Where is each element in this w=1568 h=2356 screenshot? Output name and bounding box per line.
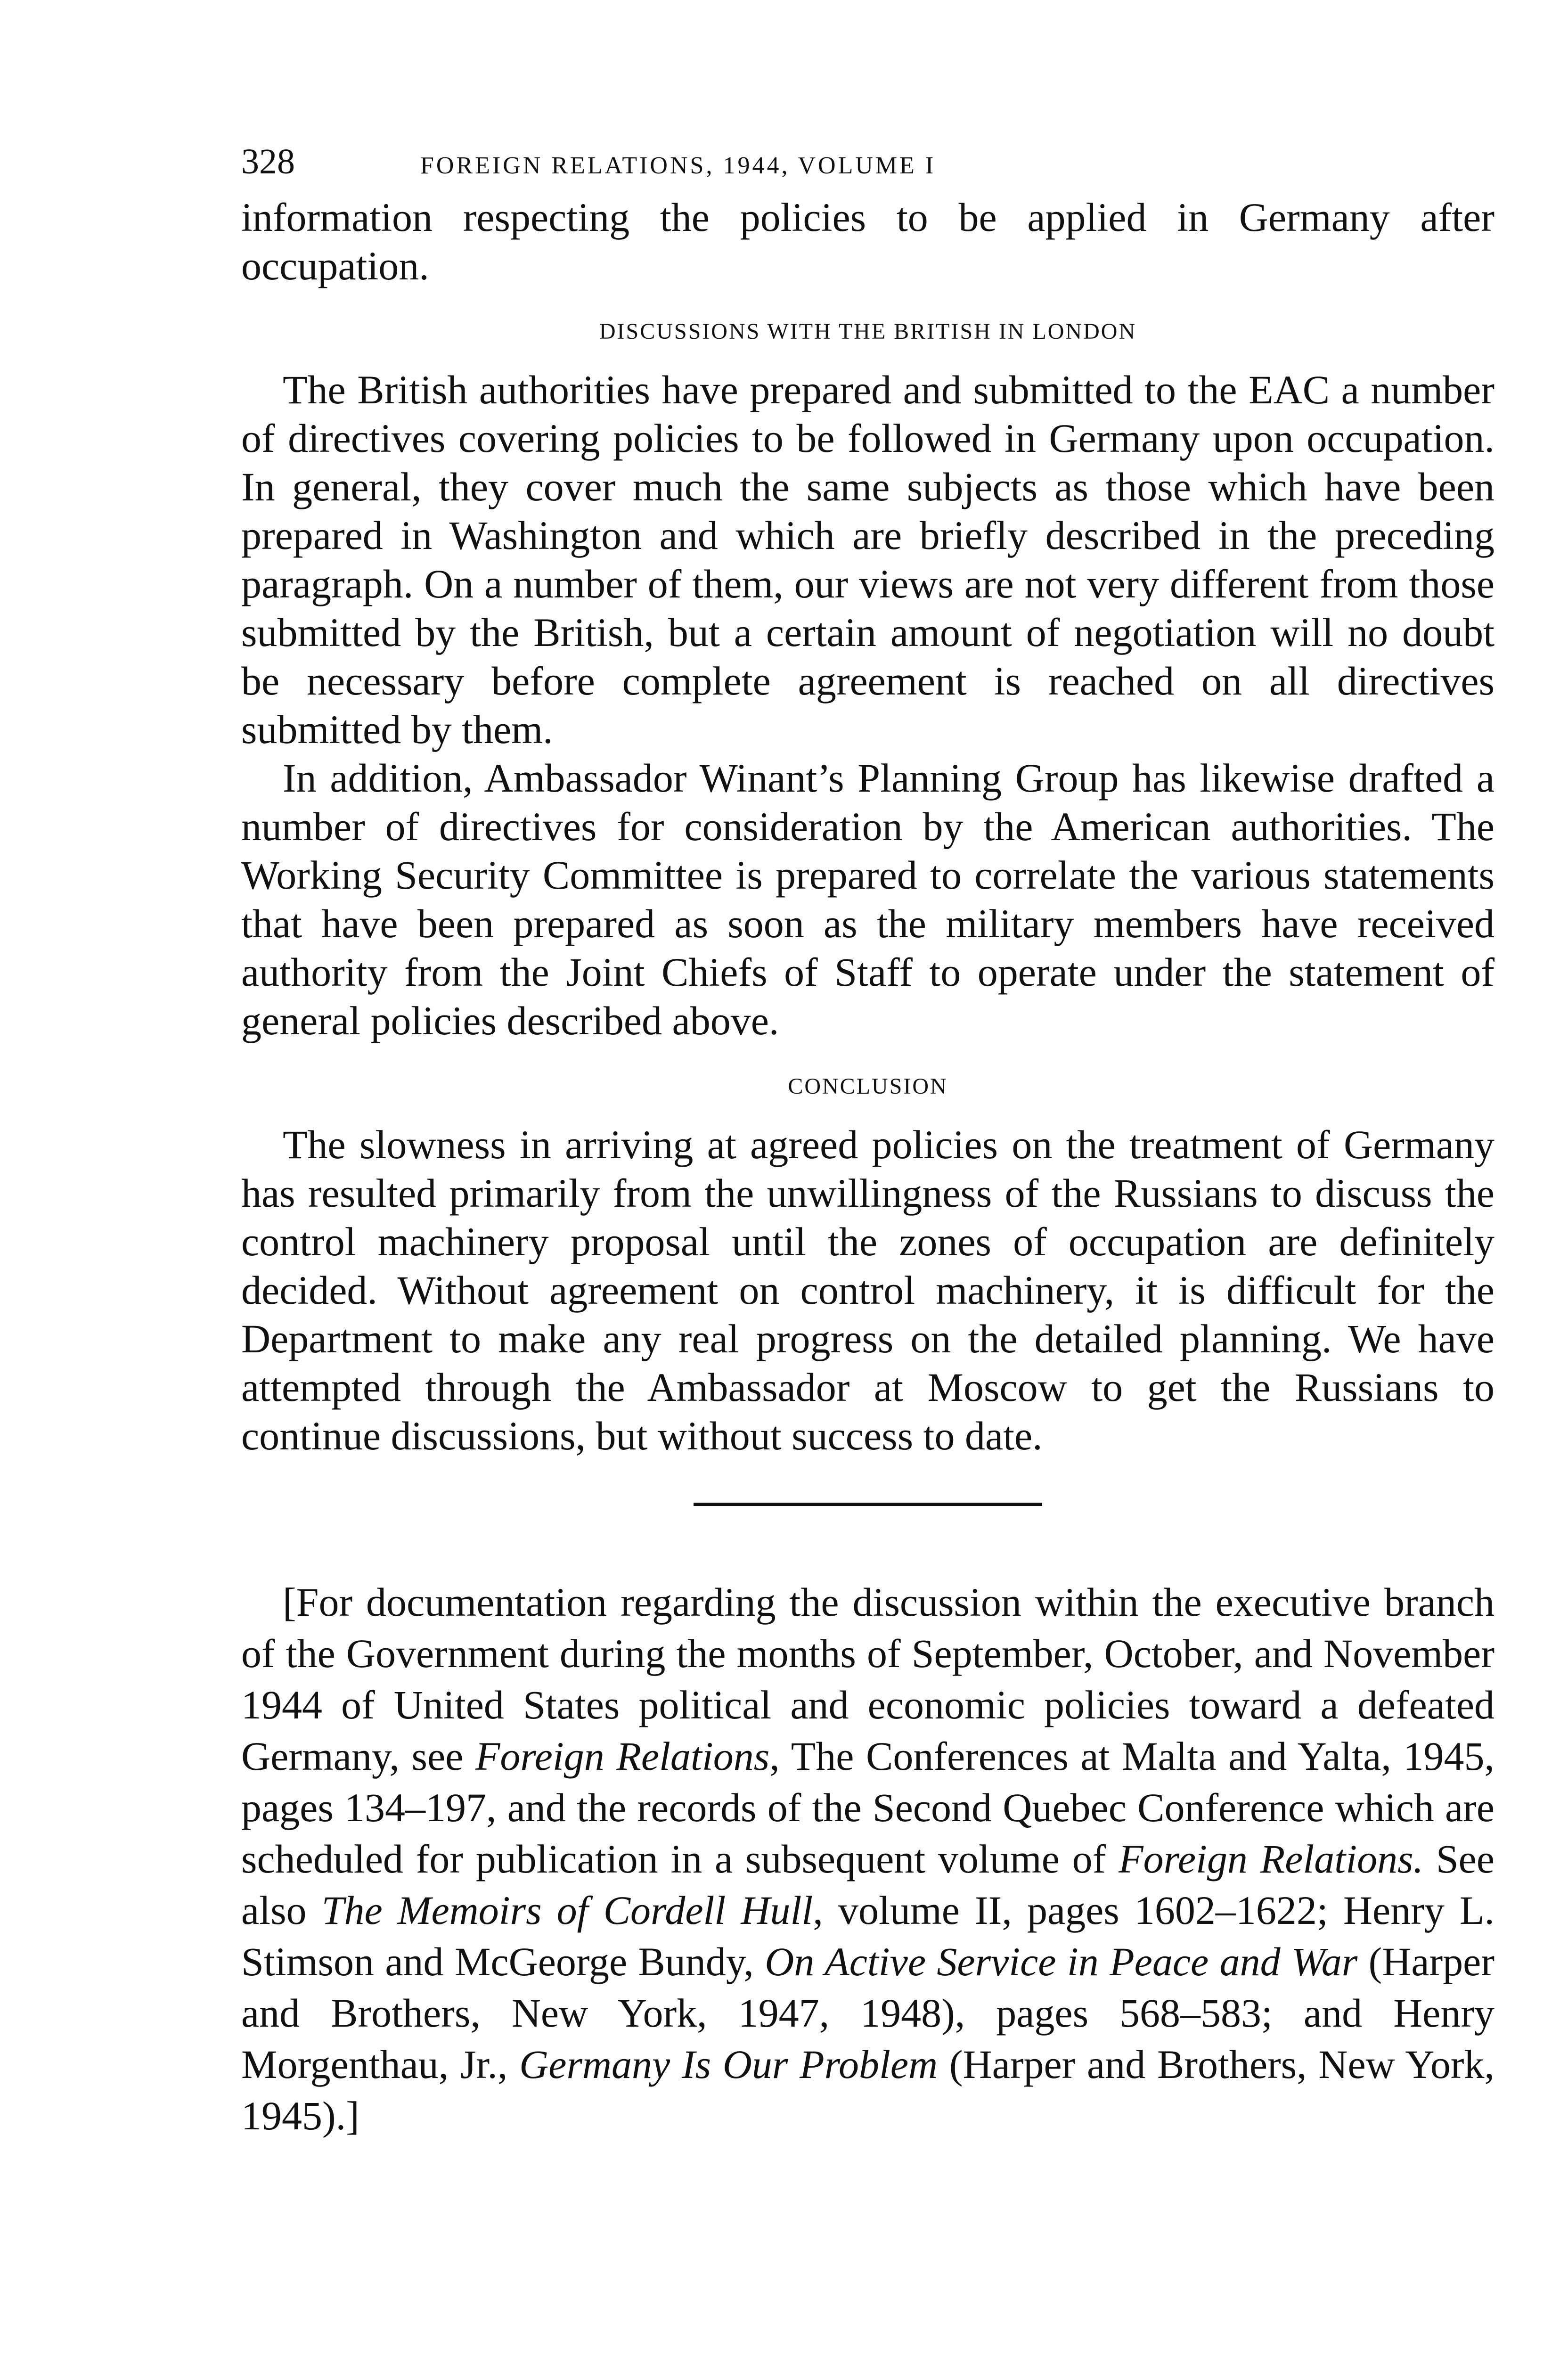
conclusion-paragraph: The slowness in arriving at agreed policies on the treatment of Germany has resulted primarily from the unwillingness of the Russians to discuss the control machinery proposal until the zones of occupation are definitely decided. Without agreement on control machinery, it is difficult for the Department to make any real progress on the detailed planning. We have attempted through the Ambassador at Moscow to get the Russians to continue discussions, but without success to date. <box>241 1122 1494 1458</box>
note-italic-foreign-relations-2: Foreign Relations. <box>1119 1836 1424 1882</box>
section-heading-conclusion: CONCLUSION <box>788 1074 948 1099</box>
london-paragraph-2: In addition, Ambassador Winant’s Planning Group has likewise drafted a number of directives for consideration by the American authorities. The Working Security Committee is prepared to correlate the various statements that have been prepared as soon as the military members have received authority from the Joint Chiefs of Staff to operate under the statement of general policies described above. <box>241 755 1494 1043</box>
note-italic-memoirs: The Memoirs of Cordell Hull <box>321 1888 813 1933</box>
intro-paragraph: information respecting the policies to be applied in Germany after occupation. <box>241 195 1494 288</box>
editorial-note <box>241 1577 1494 2142</box>
document-page <box>241 141 1494 2142</box>
page-number: 328 <box>241 142 295 181</box>
note-text-2: , The Conferences at Malta and Yalta, 1945, pages 134–197, and the records of the Second Quebec Conference which are scheduled for publication in a subsequent volume of <box>241 1734 1494 1882</box>
section-heading-london: DISCUSSIONS WITH THE BRITISH IN LONDON <box>599 319 1137 344</box>
london-paragraph-1: The British authorities have prepared and submitted to the EAC a number of directives covering policies to be followed in Germany upon occupation. In general, they cover much the same subjects as those which have been prepared in Washington and which are briefly described in the preceding paragraph. On a number of them, our views are not very different from those submitted by the British, but a certain amount of negotiation will no doubt be necessary before complete agreement is reached on all directives submitted by them. <box>241 367 1494 752</box>
note-text-4: , volume II, pages 1602–1622; Henry L. Stimson and McGeorge Bundy, <box>241 1888 1494 1984</box>
note-italic-foreign-relations: Foreign Relations <box>475 1734 770 1779</box>
editorial-note-paragraph <box>241 1577 1494 2142</box>
horizontal-rule <box>694 1503 1042 1506</box>
note-text-3: See also <box>241 1836 1495 1933</box>
running-header <box>241 141 1494 193</box>
note-text-1: [For documentation regarding the discussion within the executive branch of the Government during the months of September, October, and November 1944 of United States political and economic policies toward a defeated Germany, see <box>241 1579 1494 1779</box>
note-italic-active-service: On Active Service in Peace and War <box>765 1939 1358 1984</box>
note-text-6: (Harper and Brothers, New York, 1945).] <box>241 2042 1494 2138</box>
running-title: FOREIGN RELATIONS, 1944, VOLUME I <box>420 152 936 179</box>
note-text-5: (Harper and Brothers, New York, 1947, 1948), pages 568–583; and Henry Morgenthau, Jr., <box>241 1939 1494 2087</box>
note-italic-germany-problem: Germany Is Our Problem <box>519 2042 938 2087</box>
